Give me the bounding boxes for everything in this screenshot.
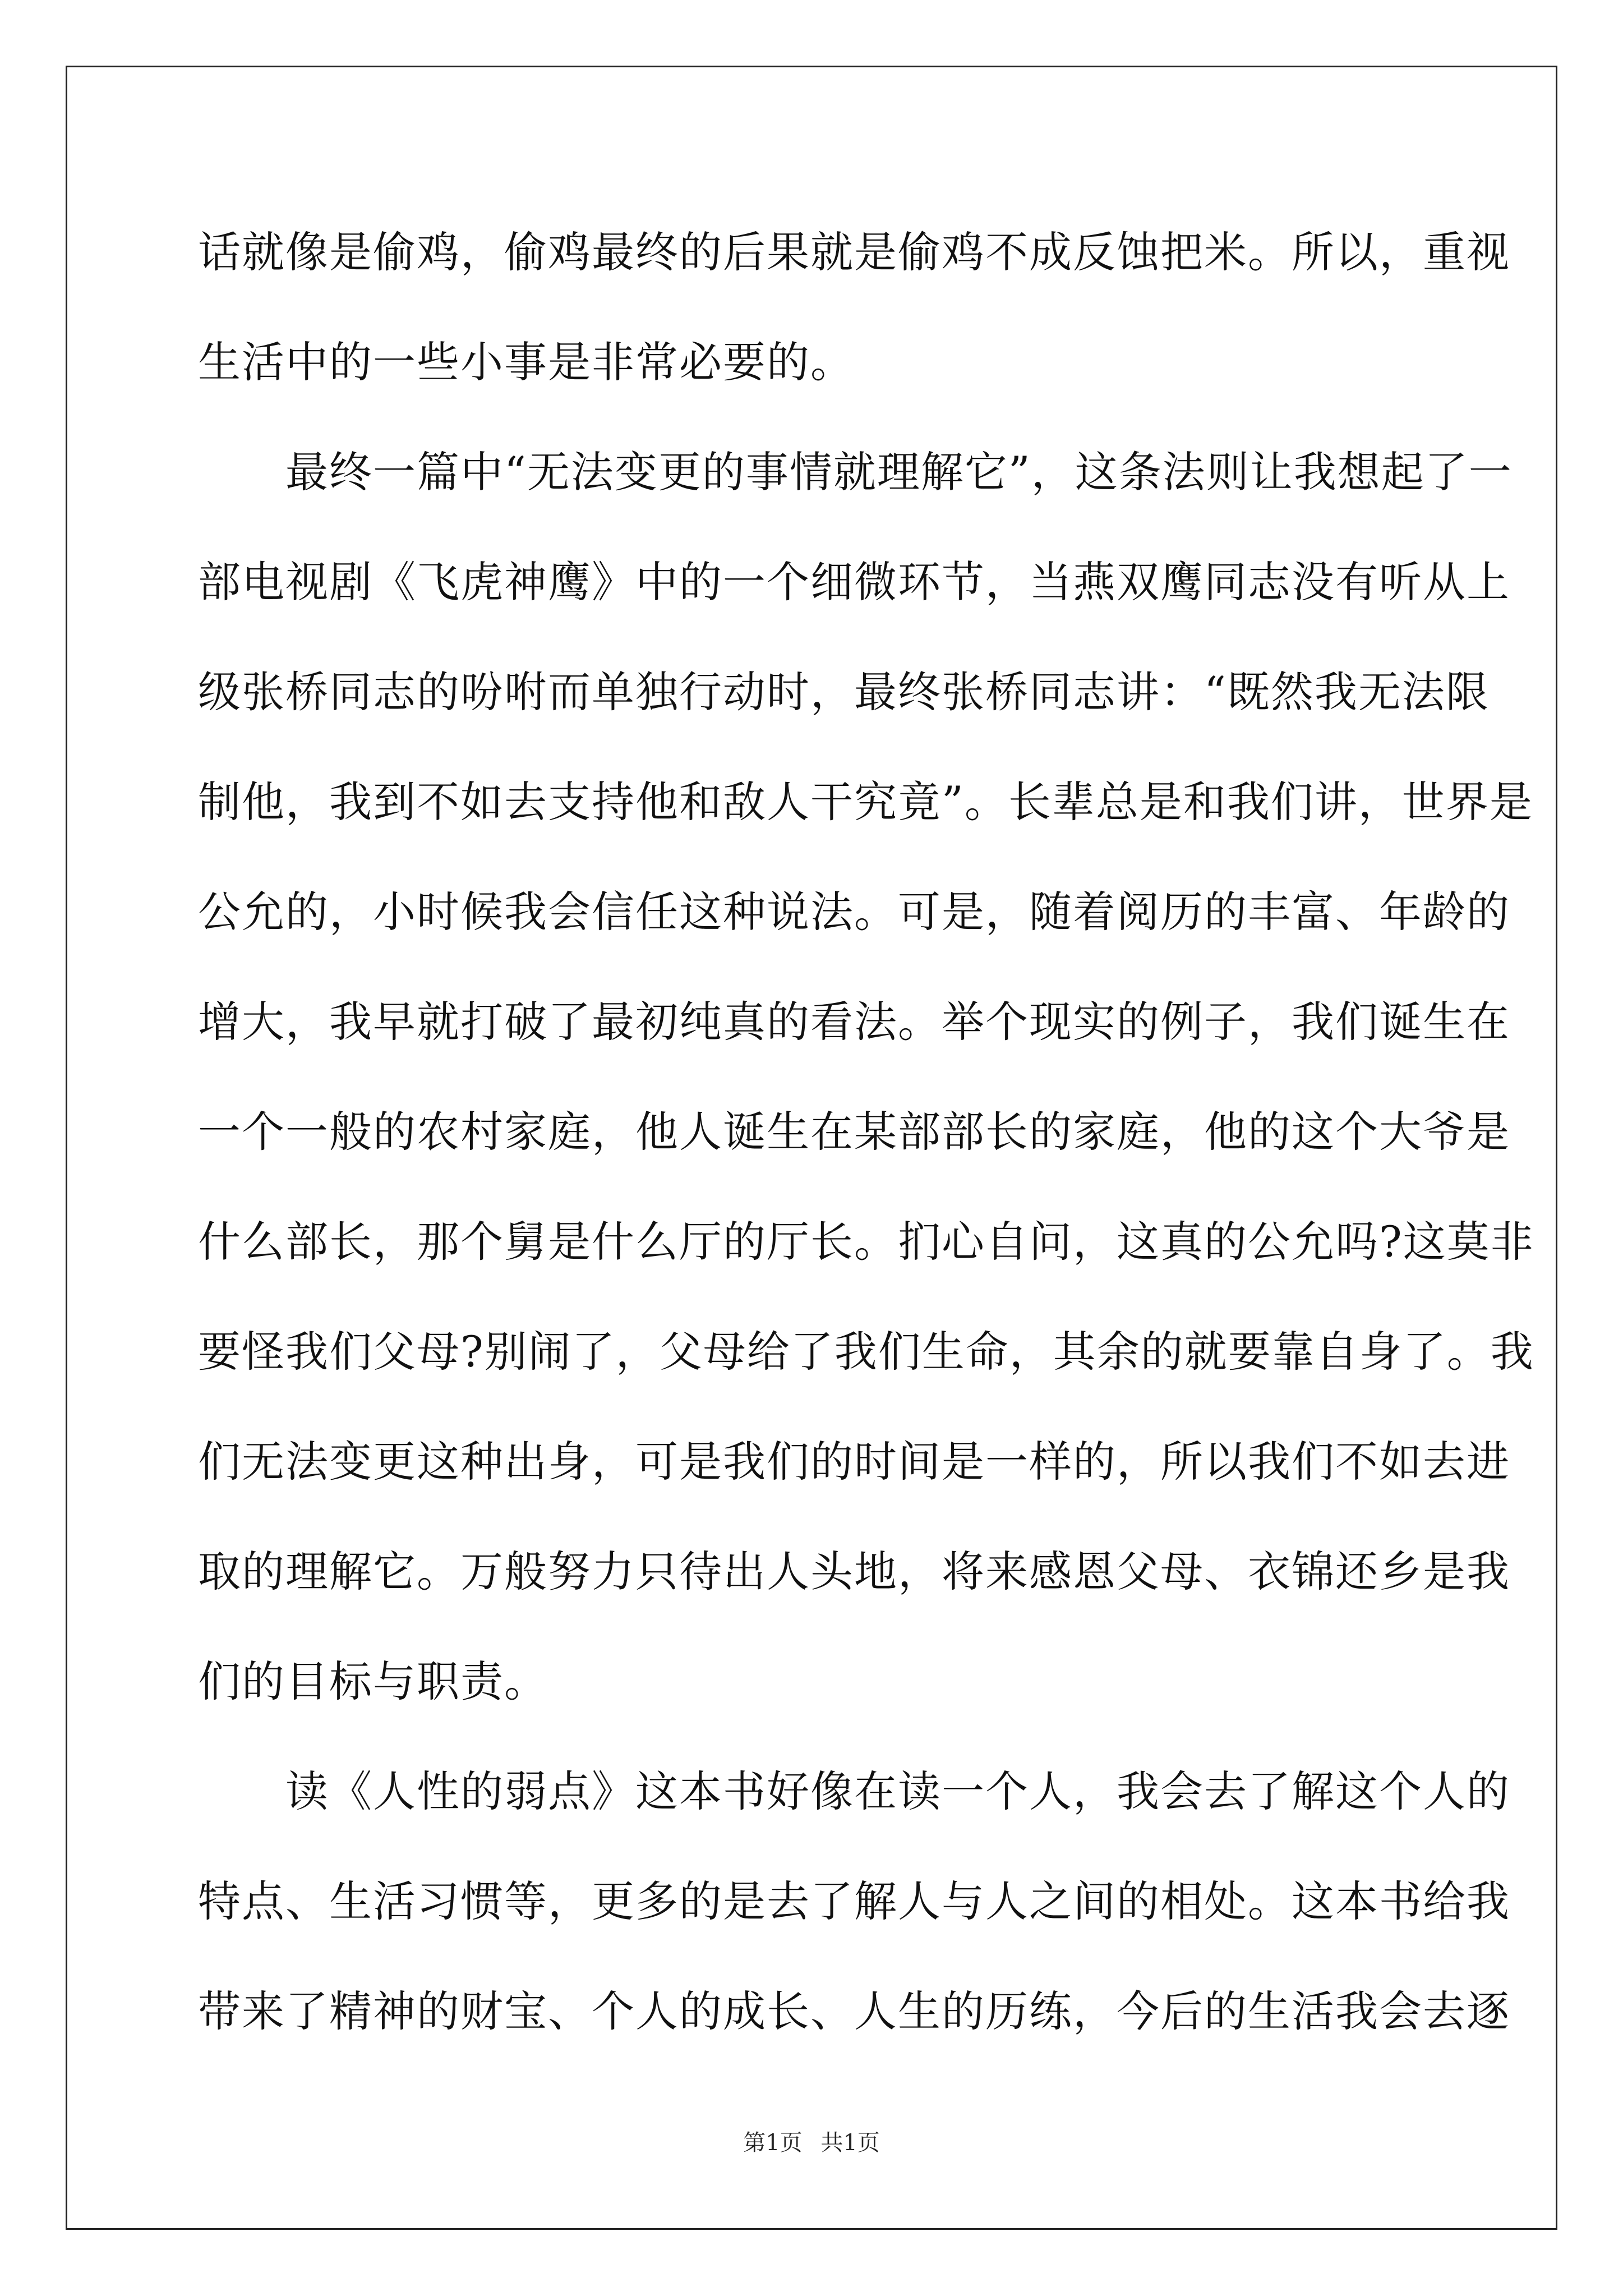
text-line: 制他，我到不如去支持他和敌人干究竟”。长辈总是和我们讲，世界是 xyxy=(198,777,1533,827)
text-line: 要怪我们父母?别闹了，父母给了我们生命，其余的就要靠自身了。我 xyxy=(198,1327,1534,1377)
text-line: 话就像是偷鸡，偷鸡最终的后果就是偷鸡不成反蚀把米。所以，重视 xyxy=(198,227,1510,277)
text-line: 最终一篇中“无法变更的事情就理解它”，这条法则让我想起了一 xyxy=(198,447,1513,497)
text-line: 读《人性的弱点》这本书好像在读一个人，我会去了解这个人的 xyxy=(198,1766,1510,1816)
text-line: 部电视剧《飞虎神鹰》中的一个细微环节，当燕双鹰同志没有听从上 xyxy=(198,557,1510,607)
text-line: 级张桥同志的吩咐而单独行动时，最终张桥同志讲：“既然我无法限 xyxy=(198,667,1490,717)
text-line: 特点、生活习惯等，更多的是去了解人与人之间的相处。这本书给我 xyxy=(198,1876,1510,1926)
text-line: 公允的，小时候我会信任这种说法。可是，随着阅历的丰富、年龄的 xyxy=(198,887,1510,937)
text-line: 生活中的一些小事是非常必要的。 xyxy=(198,337,854,387)
text-line: 什么部长，那个舅是什么厅的厅长。扪心自问，这真的公允吗?这莫非 xyxy=(198,1217,1534,1267)
text-line: 一个一般的农村家庭，他人诞生在某部部长的家庭，他的这个大爷是 xyxy=(198,1107,1510,1157)
text-line: 们的目标与职责。 xyxy=(198,1657,548,1706)
text-line: 们无法变更这种出身，可是我们的时间是一样的，所以我们不如去进 xyxy=(198,1437,1510,1487)
text-line: 增大，我早就打破了最初纯真的看法。举个现实的例子，我们诞生在 xyxy=(198,997,1510,1047)
text-line: 取的理解它。万般努力只待出人头地，将来感恩父母、衣锦还乡是我 xyxy=(198,1547,1510,1596)
page-number: 第1页 xyxy=(743,2130,803,2156)
text-line: 带来了精神的财宝、个人的成长、人生的历练，今后的生活我会去逐 xyxy=(198,1986,1510,2036)
page-total: 共1页 xyxy=(820,2130,880,2156)
page-footer xyxy=(0,2129,1623,2157)
